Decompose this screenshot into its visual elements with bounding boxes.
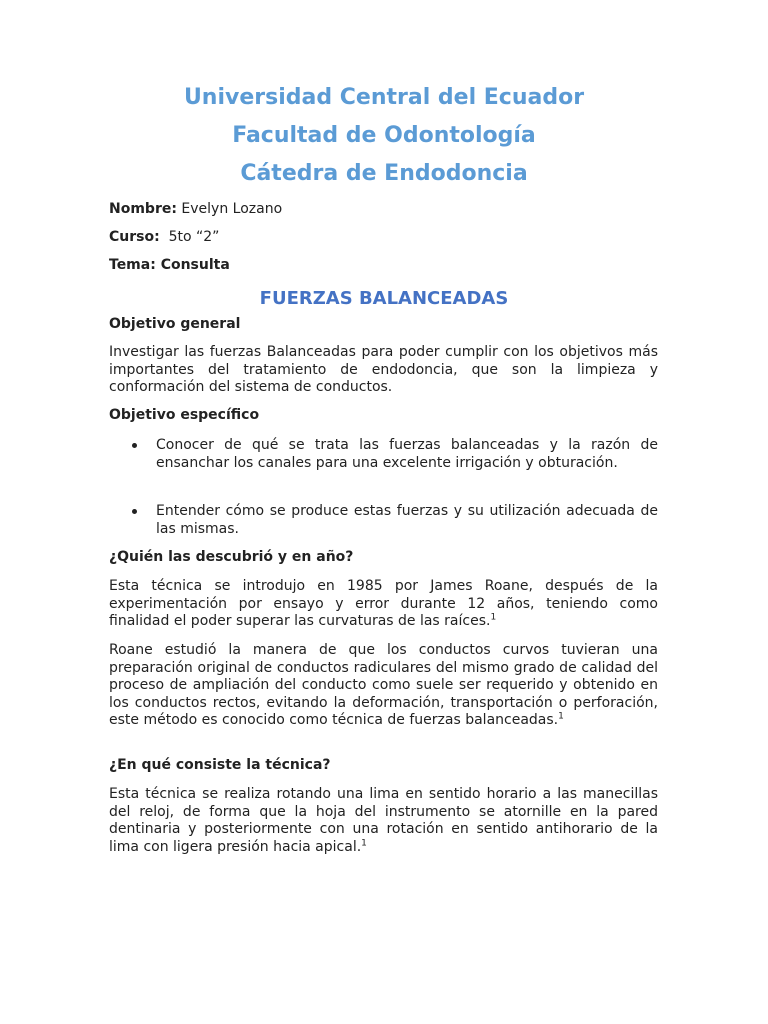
- field-curso: [109, 228, 219, 246]
- heading-consiste: ¿En qué consiste la técnica?: [109, 757, 331, 773]
- bullet-dot: [132, 509, 137, 514]
- bullet-text: Conocer de qué se trata las fuerzas balanceadas y la razón de ensanchar los canales para una excelente irrigación y obturación.: [156, 437, 658, 471]
- heading-objetivo-especifico: Objetivo específico: [109, 407, 260, 423]
- paragraph-quien-1: [109, 578, 658, 631]
- paragraph-quien-2: [109, 642, 658, 730]
- heading-quien: ¿Quién las descubrió y en año?: [109, 549, 354, 565]
- field-tema-label: Tema:: [109, 257, 156, 273]
- bullet-item: [156, 503, 658, 538]
- department-name: Cátedra de Endodoncia: [240, 161, 528, 186]
- footnote-ref: 1: [558, 711, 564, 722]
- paragraph-text: Roane estudió la manera de que los conductos curvos tuvieran una preparación original de conductos radiculares del mismo grado de calidad del proceso de ampliación del conducto como suele ser requerido y obtenido en los conductos rectos, evitando la deformación, transportación o perforación, este método es conocido como técnica de fuerzas balanceadas.: [109, 642, 658, 728]
- paragraph-text: Esta técnica se introdujo en 1985 por James Roane, después de la experimentación por ensayo y error durante 12 años, teniendo como finalidad el poder superar las curvaturas de las raíces.: [109, 578, 658, 629]
- paragraph-objetivo-general: Investigar las fuerzas Balanceadas para poder cumplir con los objetivos más importantes del tratamiento de endodoncia, que son la limpieza y conformación del sistema de conductos.: [109, 344, 658, 395]
- paragraph-text: Esta técnica se realiza rotando una lima en sentido horario a las manecillas del reloj, de forma que la hoja del instrumento se atornille en la pared dentinaria y posteriormente con una rotación en sentido antihorario de la lima con ligera presión hacia apical.: [109, 786, 658, 855]
- paragraph-consiste-1: [109, 786, 658, 856]
- bullet-item: [156, 437, 658, 472]
- heading-objetivo-general: Objetivo general: [109, 316, 241, 332]
- field-nombre: [109, 200, 282, 218]
- field-nombre-value: Evelyn Lozano: [176, 201, 283, 217]
- document-title: FUERZAS BALANCEADAS: [259, 288, 509, 309]
- field-tema-value: Consulta: [155, 257, 230, 273]
- field-curso-value: 5to “2”: [159, 229, 220, 245]
- footnote-ref: 1: [490, 612, 497, 623]
- field-curso-label: Curso:: [109, 229, 160, 245]
- field-nombre-label: Nombre:: [109, 201, 177, 217]
- field-tema: [109, 256, 230, 274]
- footnote-ref: 1: [361, 837, 367, 848]
- university-name: Universidad Central del Ecuador: [183, 85, 585, 110]
- bullet-dot: [132, 443, 137, 448]
- faculty-name: Facultad de Odontología: [232, 123, 536, 148]
- bullet-text: Entender cómo se produce estas fuerzas y su utilización adecuada de las mismas.: [156, 503, 658, 537]
